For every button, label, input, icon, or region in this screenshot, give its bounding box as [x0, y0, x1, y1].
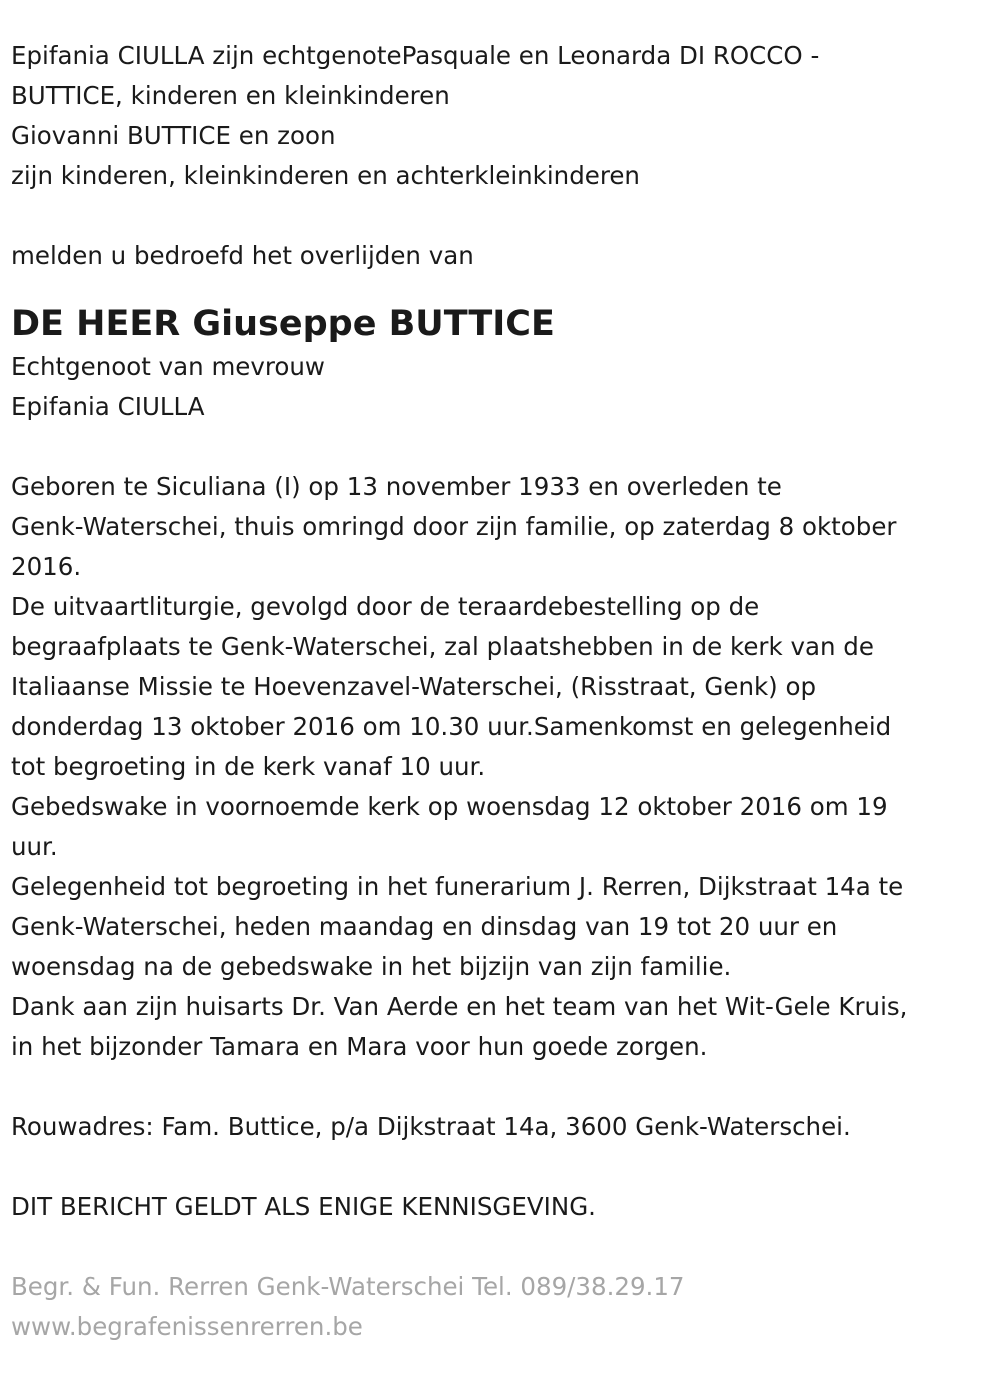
family-line: zijn kinderen, kleinkinderen en achterkleinkinderen — [11, 161, 640, 190]
spouse-section — [11, 347, 989, 427]
details-line: woensdag na de gebedswake in het bijzijn van zijn familie. — [11, 952, 732, 981]
details-line: uur. — [11, 832, 58, 861]
details-line: 2016. — [11, 552, 82, 581]
details-line: De uitvaartliturgie, gevolgd door de teraardebestelling op de — [11, 592, 760, 621]
funeral-home-info: Begr. & Fun. Rerren Genk-Waterschei Tel. 089/38.29.17 — [11, 1272, 685, 1301]
details-line: Genk-Waterschei, thuis omringd door zijn familie, op zaterdag 8 oktober — [11, 512, 897, 541]
notice-section — [11, 1187, 989, 1227]
announcement-section — [11, 236, 989, 276]
announcement-text: melden u bedroefd het overlijden van — [11, 241, 474, 270]
family-line: Epifania CIULLA zijn echtgenotePasquale en Leonarda DI ROCCO - — [11, 41, 820, 70]
details-line: Italiaanse Missie te Hoevenzavel-Waterschei, (Risstraat, Genk) op — [11, 672, 817, 701]
official-notice: DIT BERICHT GELDT ALS ENIGE KENNISGEVING. — [11, 1192, 596, 1221]
spouse-line: Echtgenoot van mevrouw — [11, 352, 325, 381]
details-section — [11, 467, 989, 1067]
details-line: Gebedswake in voornoemde kerk op woensdag 12 oktober 2016 om 19 — [11, 792, 888, 821]
deceased-name: DE HEER Giuseppe BUTTICE — [11, 304, 555, 344]
family-line: Giovanni BUTTICE en zoon — [11, 121, 336, 150]
details-line: in het bijzonder Tamara en Mara voor hun goede zorgen. — [11, 1032, 708, 1061]
details-line: Gelegenheid tot begroeting in het funerarium J. Rerren, Dijkstraat 14a te — [11, 872, 904, 901]
mourning-address: Rouwadres: Fam. Buttice, p/a Dijkstraat 14a, 3600 Genk-Waterschei. — [11, 1112, 851, 1141]
details-line: begraafplaats te Genk-Waterschei, zal plaatshebben in de kerk van de — [11, 632, 874, 661]
family-line: BUTTICE, kinderen en kleinkinderen — [11, 81, 450, 110]
details-line: Geboren te Siculiana (I) op 13 november 1933 en overleden te — [11, 472, 782, 501]
spouse-line: Epifania CIULLA — [11, 392, 205, 421]
details-line: donderdag 13 oktober 2016 om 10.30 uur.Samenkomst en gelegenheid — [11, 712, 892, 741]
family-section — [11, 36, 989, 196]
details-line: Dank aan zijn huisarts Dr. Van Aerde en het team van het Wit-Gele Kruis, — [11, 992, 908, 1021]
address-section — [11, 1107, 989, 1147]
details-line: tot begroeting in de kerk vanaf 10 uur. — [11, 752, 486, 781]
details-line: Genk-Waterschei, heden maandag en dinsdag van 19 tot 20 uur en — [11, 912, 838, 941]
funeral-home-website[interactable]: www.begrafenissenrerren.be — [11, 1312, 363, 1341]
footer — [11, 1267, 989, 1347]
